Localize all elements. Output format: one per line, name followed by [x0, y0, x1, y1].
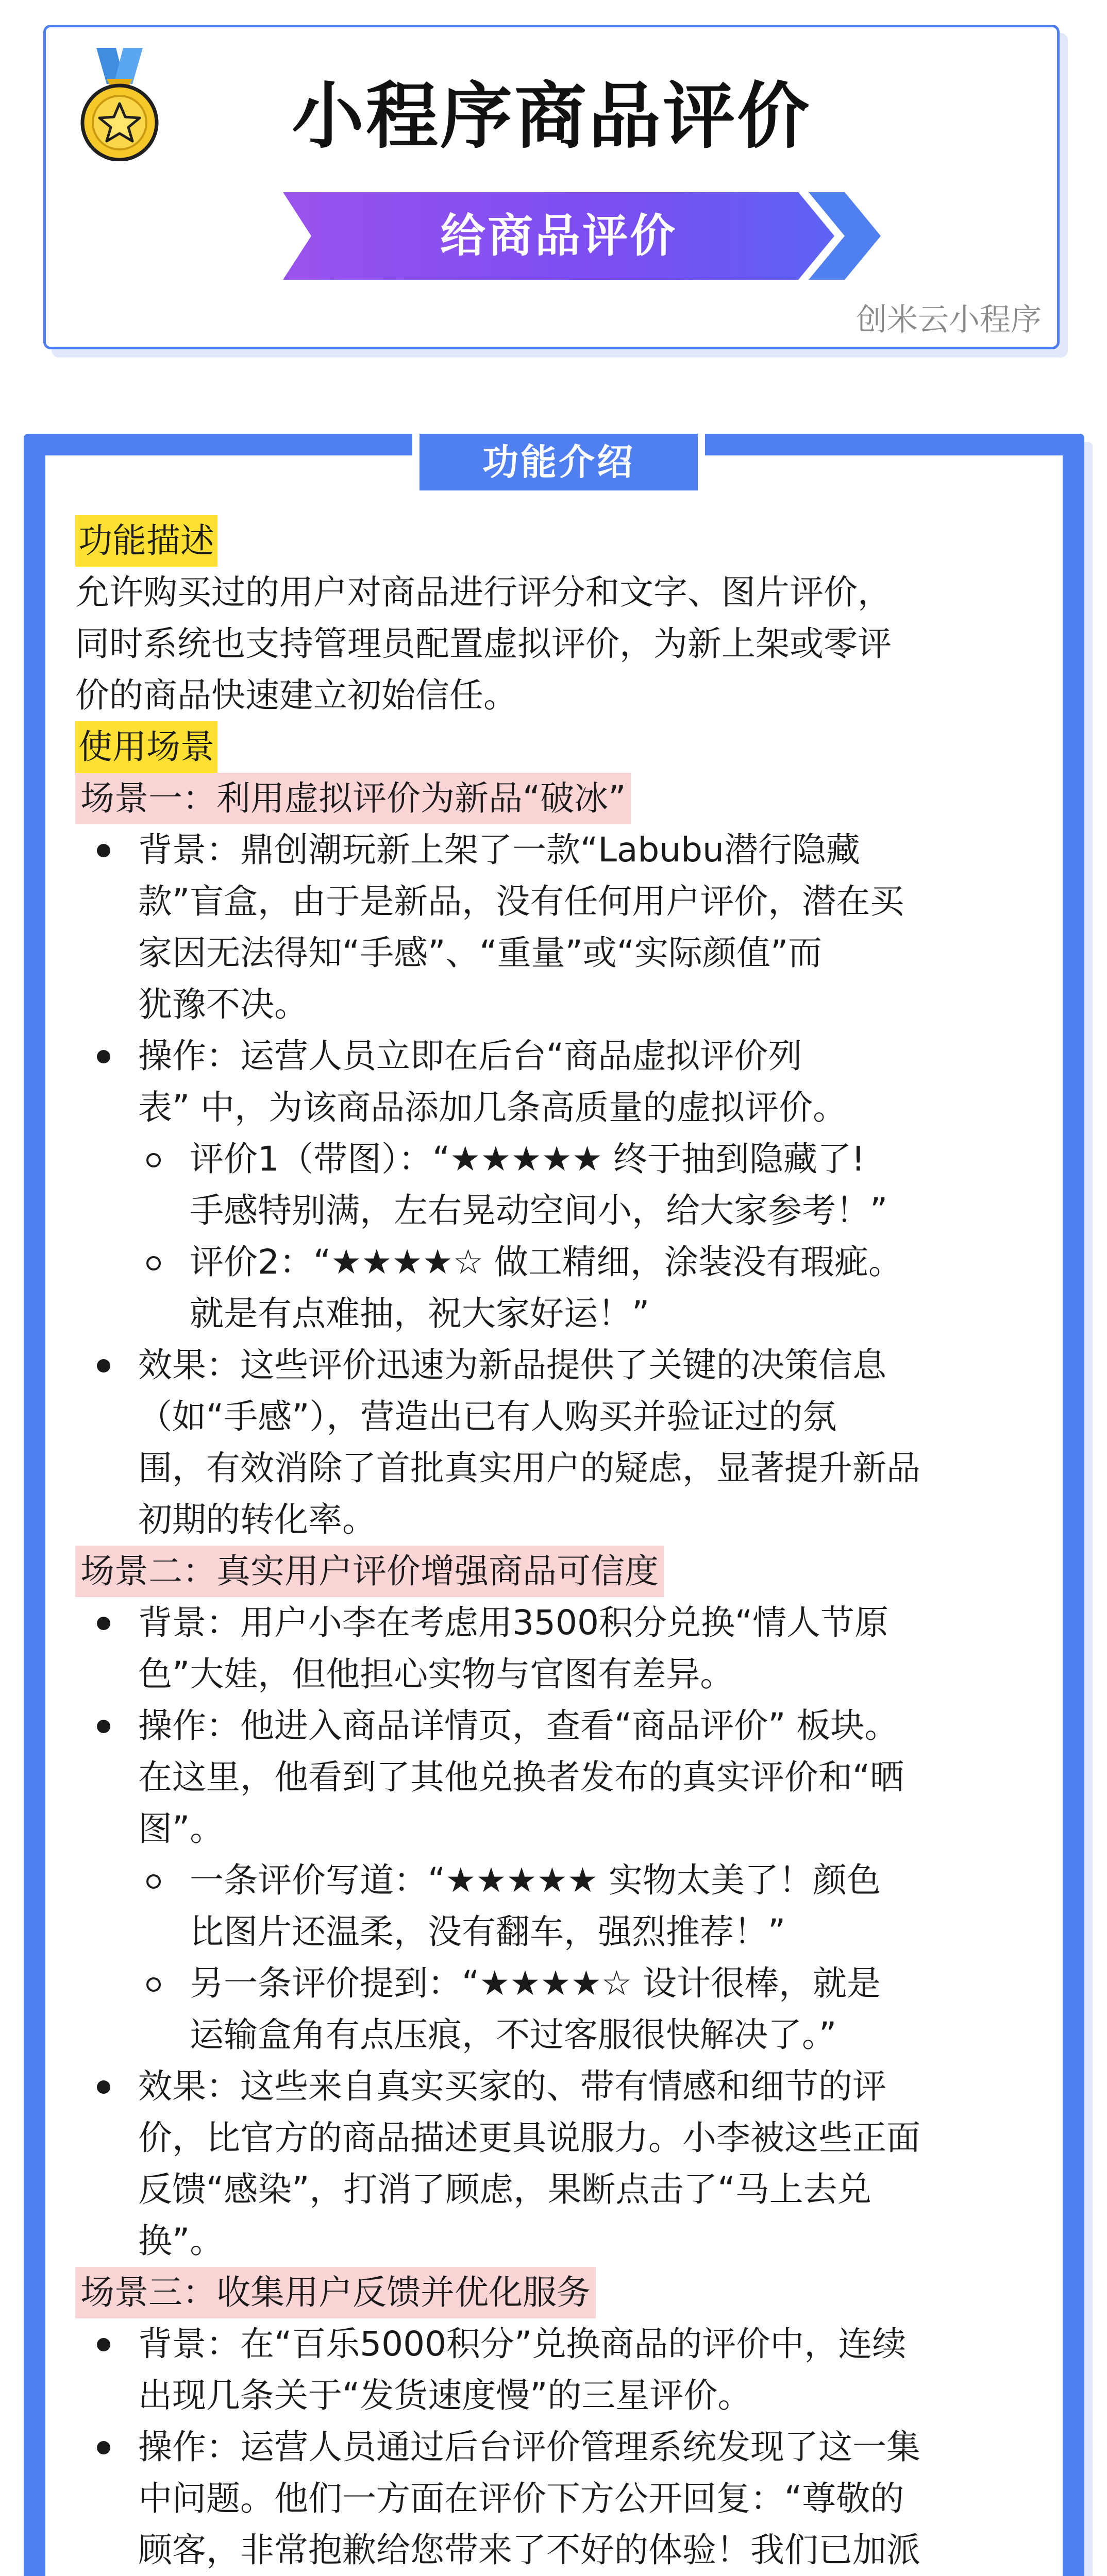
review-line: 手感特别满，左右晃动空间小，给大家参考！” [190, 1191, 888, 1230]
list-item-line: 价，比官方的商品描述更具说服力。小李被这些正面 [138, 2118, 920, 2158]
list-item-line: 在这里，他看到了其他兑换者发布的真实评价和“晒 [138, 1757, 904, 1797]
sub-list-item [75, 1236, 1024, 1340]
header-card [43, 25, 1060, 349]
list-item [75, 2318, 1024, 2421]
review-line: 比图片还温柔，没有翻车，强烈推荐！” [190, 1912, 786, 1952]
list-item-line: 表” 中，为该商品添加几条高质量的虚拟评价。 [138, 1088, 847, 1127]
scene-list [75, 2318, 1024, 2576]
list-item-line: 背景：用户小李在考虑用3500积分兑换“情人节原 [138, 1603, 889, 1642]
list-item [75, 2061, 1024, 2267]
sub-list-item [75, 1958, 1024, 2061]
list-item-line: 效果：这些评价迅速为新品提供了关键的决策信息 [138, 1345, 886, 1385]
review-line: 一条评价写道：“★★★★★ 实物太美了！颜色 [190, 1860, 881, 1900]
scene-list [75, 1597, 1024, 2267]
section-tab-badge: 功能介绍 [412, 434, 705, 490]
review-line: 运输盒角有点压痕，不过客服很快解决了。” [190, 2015, 837, 2055]
scene-title: 场景一：利用虚拟评价为新品“破冰” [75, 773, 631, 824]
list-item-line: 款”盲盒，由于是新品，没有任何用户评价，潜在买 [138, 882, 904, 921]
list-item-line: 中问题。他们一方面在评价下方公开回复：“尊敬的 [138, 2479, 904, 2518]
sub-list-item [75, 1133, 1024, 1236]
review-line: 另一条评价提到：“★★★★☆ 设计很棒，就是 [190, 1963, 881, 2003]
page-title: 小程序商品评价 [291, 75, 811, 159]
list-item [75, 1597, 1024, 1700]
list-item-line: 操作：运营人员通过后台评价管理系统发现了这一集 [138, 2427, 920, 2467]
list-item [75, 1700, 1024, 1855]
subtitle-banner [283, 192, 881, 280]
list-item-line: 操作：运营人员立即在后台“商品虚拟评价列 [138, 1036, 802, 1076]
brand-name: 创米云小程序 [856, 302, 1042, 338]
scene-title: 场景三：收集用户反馈并优化服务 [75, 2267, 596, 2318]
list-item-line: 背景：在“百乐5000积分”兑换商品的评价中，连续 [138, 2324, 907, 2364]
list-item-line: （如“手感”），营造出已有人购买并验证过的氛 [138, 1397, 837, 1436]
description-line: 价的商品快速建立初始信任。 [75, 675, 517, 715]
list-item-line: 换”。 [138, 2221, 224, 2261]
list-item-line: 出现几条关于“发货速度慢”的三星评价。 [138, 2376, 752, 2415]
list-item [75, 1030, 1024, 1133]
list-item [75, 2421, 1024, 2576]
list-item-line: 顾客，非常抱歉给您带来了不好的体验！我们已加派 [138, 2530, 920, 2570]
section-heading-usage: 使用场景 [75, 721, 217, 773]
list-item-line: 色”大娃，但他担心实物与官图有差异。 [138, 1654, 734, 1694]
section-heading-description: 功能描述 [75, 515, 217, 567]
list-item-line: 背景：鼎创潮玩新上架了一款“Labubu潜行隐藏 [138, 830, 860, 870]
intro-content [75, 515, 1024, 2576]
list-item [75, 1340, 1024, 1546]
scene-list [75, 824, 1024, 1546]
description-line: 同时系统也支持管理员配置虚拟评价，为新上架或零评 [75, 624, 892, 664]
list-item-line: 家因无法得知“手感”、“重量”或“实际颜值”而 [138, 933, 823, 973]
review-line: 评价1（带图）：“★★★★★ 终于抽到隐藏了! [190, 1139, 865, 1179]
list-item-line: 效果：这些来自真实买家的、带有情感和细节的评 [138, 2066, 886, 2106]
list-item-line: 初期的转化率。 [138, 1500, 376, 1539]
list-item-line: 图”。 [138, 1809, 224, 1849]
sub-list-item [75, 1855, 1024, 1958]
list-item-line: 操作：他进入商品详情页，查看“商品评价” 板块。 [138, 1706, 899, 1745]
subtitle-banner-label: 给商品评价 [440, 209, 677, 262]
list-item [75, 824, 1024, 1030]
list-item-line: 围，有效消除了首批真实用户的疑虑，显著提升新品 [138, 1448, 920, 1488]
list-item-line: 犹豫不决。 [138, 985, 308, 1024]
description-line: 允许购买过的用户对商品进行评分和文字、图片评价， [75, 572, 892, 612]
list-item-line: 反馈“感染”，打消了顾虑，果断点击了“马上去兑 [138, 2170, 871, 2209]
scene-title: 场景二：真实用户评价增强商品可信度 [75, 1546, 664, 1597]
review-line: 就是有点难抽，祝大家好运！” [190, 1294, 650, 1333]
review-line: 评价2：“★★★★☆ 做工精细，涂装没有瑕疵。 [190, 1242, 903, 1282]
